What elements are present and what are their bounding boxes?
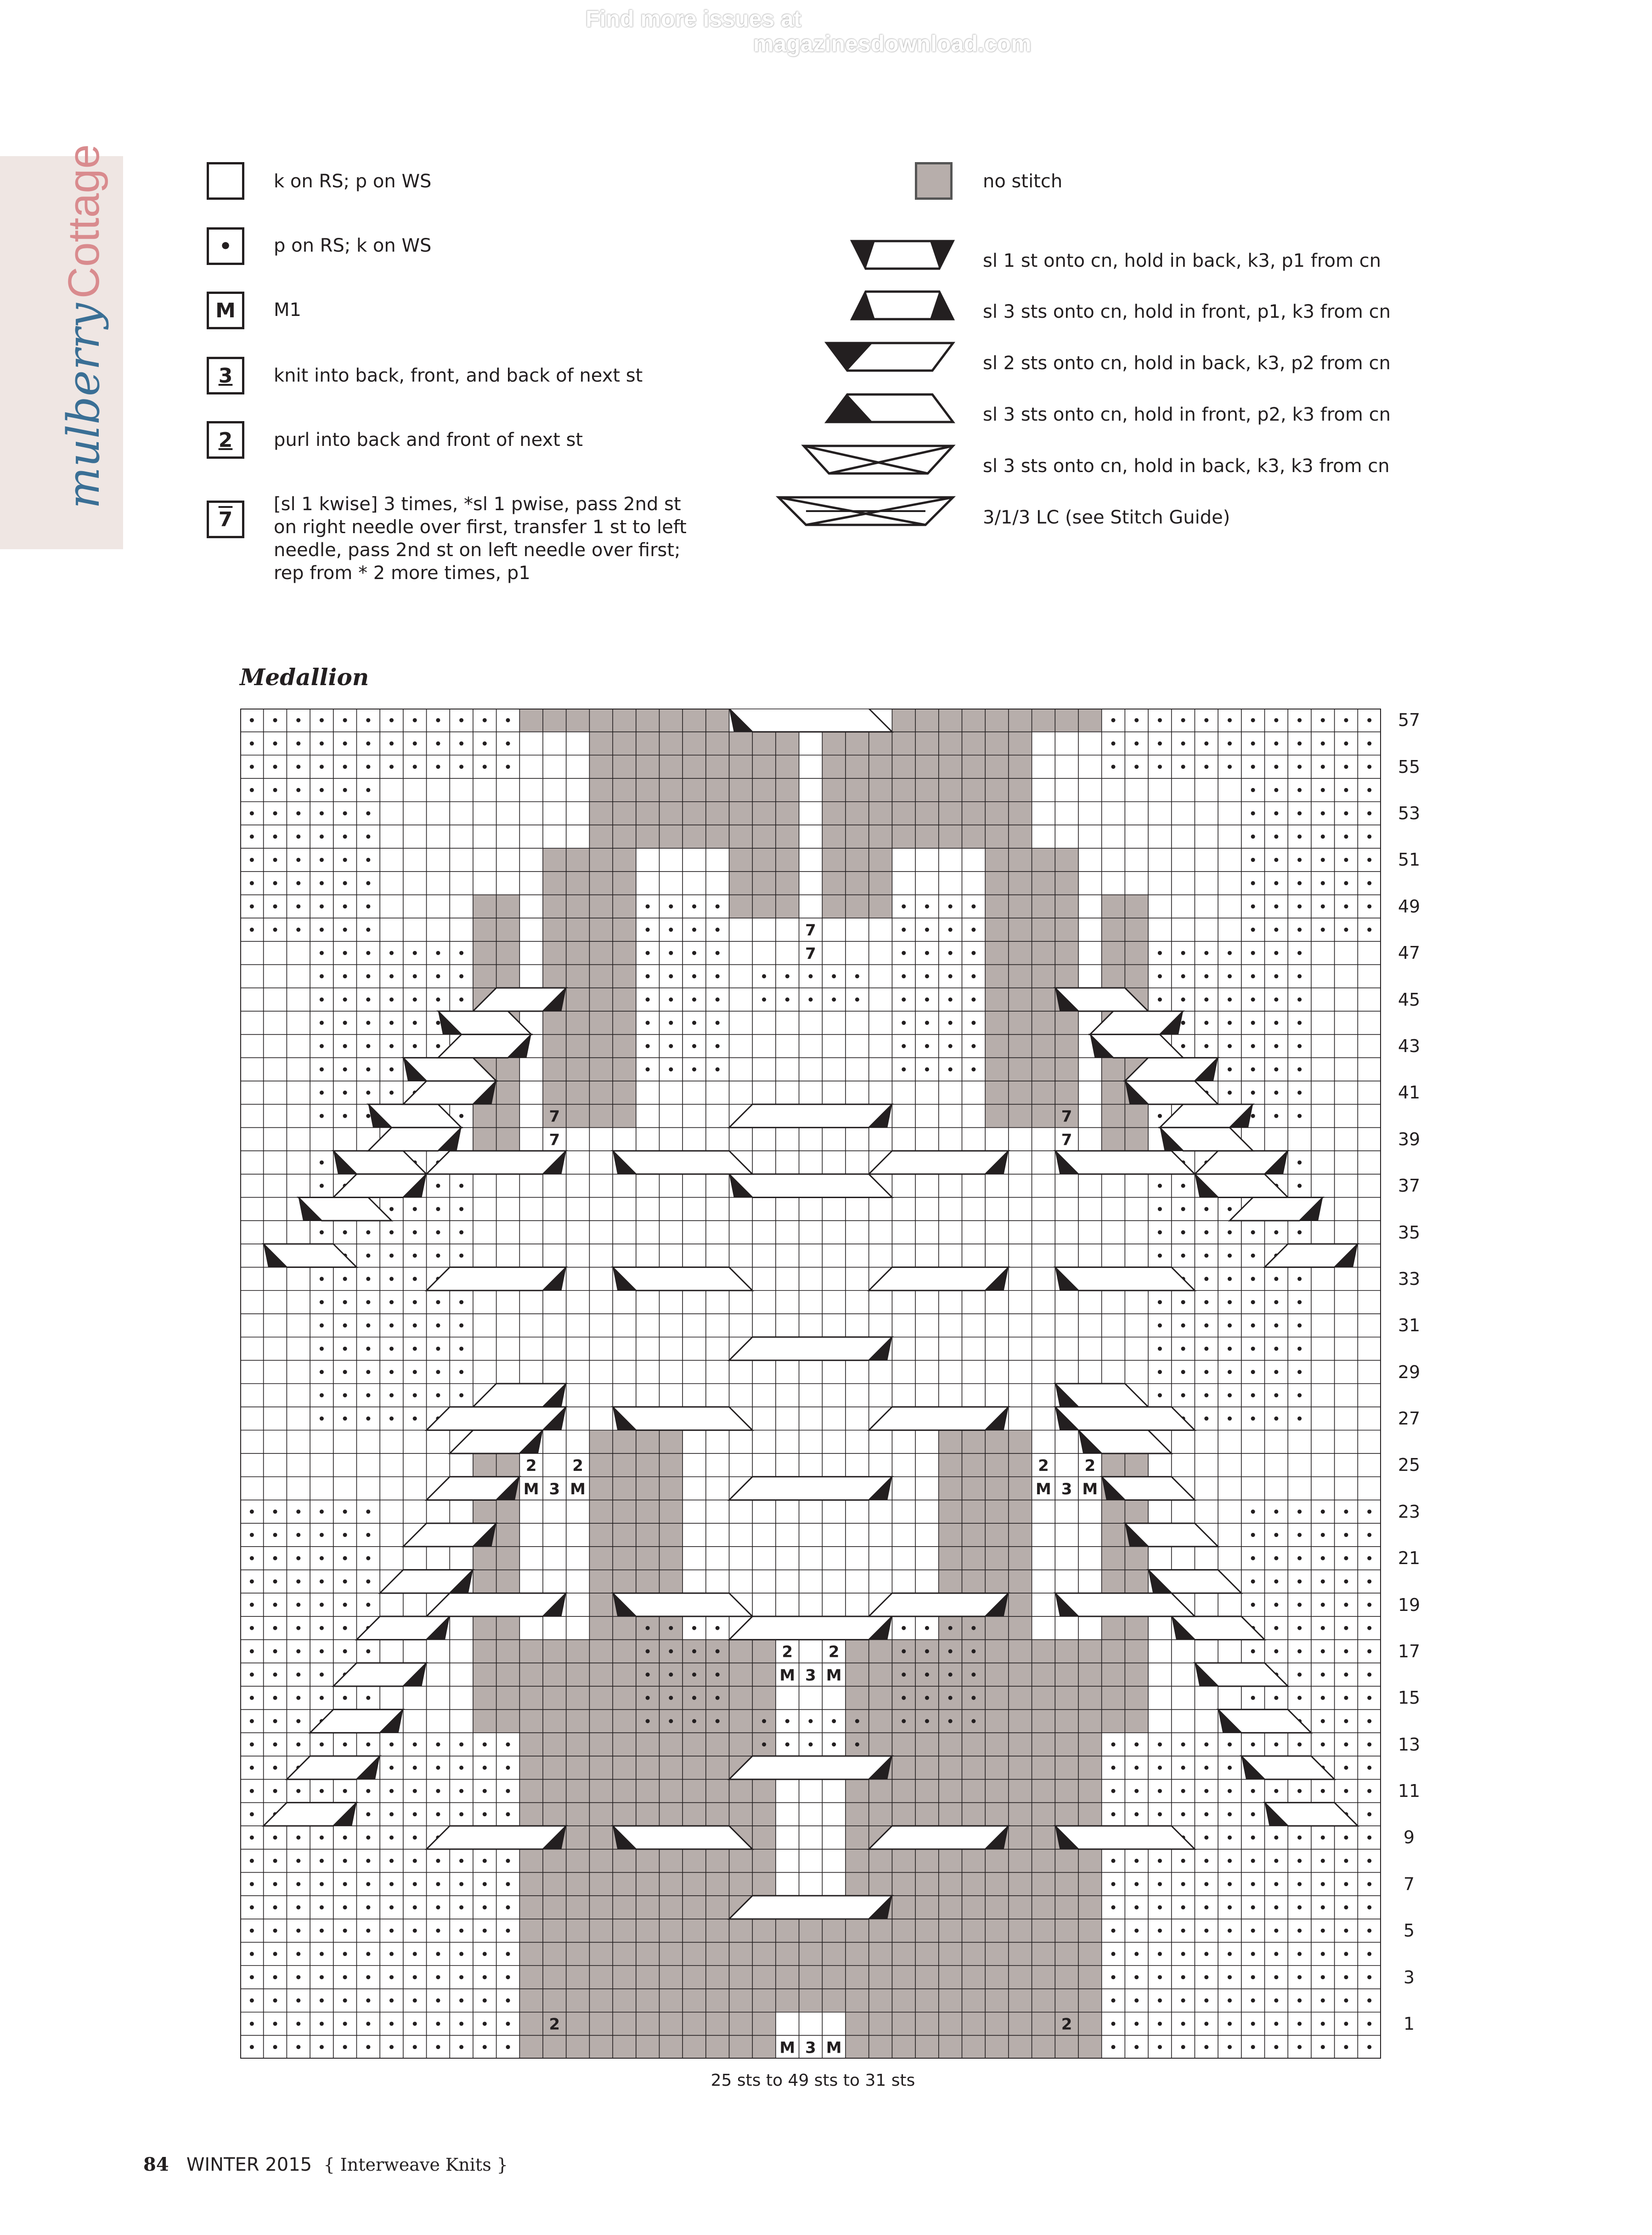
watermark [0, 0, 1652, 60]
legend-text-m1: M1 [274, 299, 301, 321]
row-number: 15 [1398, 1688, 1421, 1708]
svg-text:3: 3 [805, 1666, 816, 1685]
purl-symbol-box [207, 227, 244, 265]
row-number: 31 [1398, 1315, 1421, 1336]
row-number: 41 [1398, 1082, 1421, 1103]
row-number: 23 [1398, 1501, 1421, 1522]
side-tab [0, 144, 123, 549]
svg-text:7: 7 [549, 1131, 560, 1149]
row-number: 1 [1403, 2013, 1415, 2034]
row-number: 7 [1403, 1874, 1415, 1894]
page-number: 84 [143, 2154, 169, 2175]
svg-text:M: M [1036, 1480, 1051, 1498]
row-number: 51 [1398, 850, 1421, 870]
section-brand [58, 144, 109, 509]
watermark-line-2: magazinesdownload.com [753, 31, 1032, 56]
legend-text-cable-1: sl 1 st onto cn, hold in back, k3, p1 from cn [983, 250, 1381, 271]
row-number: 11 [1398, 1781, 1421, 1802]
pfb-icon: 2 [218, 428, 233, 452]
cable-3-2-front-icon [822, 392, 958, 424]
chart-grid [240, 709, 1381, 2059]
m1-glyph: M [215, 298, 236, 322]
cable-3-3-back-icon [799, 444, 958, 476]
svg-text:M: M [1082, 1480, 1098, 1498]
legend-text-cable-6: 3/1/3 LC (see Stitch Guide) [983, 507, 1230, 528]
row-number: 43 [1398, 1036, 1421, 1056]
svg-text:2: 2 [1038, 1457, 1049, 1475]
svg-text:2: 2 [1084, 1457, 1096, 1475]
row-number: 47 [1398, 943, 1421, 963]
row-number: 33 [1398, 1268, 1421, 1289]
row-number: 49 [1398, 896, 1421, 917]
svg-text:M: M [779, 1666, 795, 1685]
svg-text:M: M [523, 1480, 539, 1498]
row-number: 9 [1403, 1827, 1415, 1848]
row-number: 25 [1398, 1455, 1421, 1475]
purl-dot-icon: • [219, 234, 232, 258]
row-number: 3 [1403, 1967, 1415, 1987]
kfbf-icon: 3 [218, 364, 233, 388]
cable-313-lc-icon [774, 495, 958, 527]
legend-text-kfbf: knit into back, front, and back of next st [274, 365, 643, 386]
row-number: 21 [1398, 1548, 1421, 1569]
legend-text-cable-5: sl 3 sts onto cn, hold in back, k3, k3 from cn [983, 456, 1390, 477]
knit-symbol-box [207, 162, 244, 200]
svg-text:7: 7 [1061, 1131, 1072, 1149]
decrease-icon: 7 [218, 507, 233, 531]
svg-text:M: M [570, 1480, 586, 1498]
svg-text:3: 3 [805, 2038, 816, 2057]
svg-text:2: 2 [1061, 2015, 1072, 2034]
svg-text:7: 7 [805, 944, 816, 963]
row-number: 27 [1398, 1408, 1421, 1429]
svg-text:2: 2 [549, 2015, 560, 2034]
svg-text:2: 2 [525, 1457, 537, 1475]
watermark-line-1: Find more issues at [586, 6, 801, 32]
chart-title: Medallion [240, 664, 369, 691]
row-number: 29 [1398, 1362, 1421, 1382]
row-number: 45 [1398, 989, 1421, 1010]
row-number: 17 [1398, 1641, 1421, 1661]
legend-text-cable-3: sl 2 sts onto cn, hold in back, k3, p2 from cn [983, 353, 1391, 374]
issue-label: WINTER 2015 [186, 2154, 312, 2175]
legend-text-decrease: [sl 1 kwise] 3 times, *sl 1 pwise, pass 2nd st on right needle over first, transfer 1 st to left needle, pass 2nd st on left needle over first; rep from * 2 more times, p1 [274, 494, 687, 584]
legend-text-no-stitch: no stitch [983, 171, 1063, 192]
grid-lines [240, 709, 1381, 2059]
legend-text-cable-2: sl 3 sts onto cn, hold in front, p1, k3 from cn [983, 301, 1391, 322]
cable-2-back-icon [822, 341, 958, 373]
medallion-chart [240, 709, 1421, 2059]
row-number: 57 [1398, 710, 1421, 731]
svg-text:M: M [826, 1666, 842, 1685]
row-number: 35 [1398, 1222, 1421, 1243]
row-number: 5 [1403, 1920, 1415, 1941]
row-number: 19 [1398, 1594, 1421, 1615]
row-number: 13 [1398, 1734, 1421, 1755]
m1-symbol-box [207, 292, 244, 329]
magazine-name: { Interweave Knits } [323, 2155, 508, 2175]
svg-text:2: 2 [828, 1643, 840, 1661]
pfb-symbol-box [207, 421, 244, 459]
svg-text:2: 2 [782, 1643, 793, 1661]
row-number: 53 [1398, 803, 1421, 824]
svg-text:7: 7 [549, 1107, 560, 1126]
brand-plain: Cottage [59, 144, 108, 299]
no-stitch-box [915, 162, 953, 200]
svg-text:7: 7 [1061, 1107, 1072, 1126]
svg-text:3: 3 [549, 1480, 560, 1498]
brand-script: mulberry [58, 303, 109, 509]
row-number: 55 [1398, 756, 1421, 777]
svg-text:2: 2 [572, 1457, 583, 1475]
legend-text-purl: p on RS; k on WS [274, 235, 432, 256]
legend-text-cable-4: sl 3 sts onto cn, hold in front, p2, k3 from cn [983, 404, 1391, 425]
svg-text:M: M [779, 2038, 795, 2057]
legend-text-pfb: purl into back and front of next st [274, 429, 583, 450]
cable-1-1-back-icon [847, 239, 958, 271]
svg-text:3: 3 [1061, 1480, 1072, 1498]
cable-3-1-front-icon [847, 289, 958, 321]
page-folio [143, 2154, 508, 2175]
chart-stitch-count: 25 sts to 49 sts to 31 sts [710, 2071, 915, 2090]
svg-text:7: 7 [805, 921, 816, 940]
legend-text-knit: k on RS; p on WS [274, 171, 432, 192]
svg-text:M: M [826, 2038, 842, 2057]
row-number: 39 [1398, 1129, 1421, 1149]
row-number: 37 [1398, 1176, 1421, 1196]
dec-symbol-box [207, 501, 244, 538]
kfbf-symbol-box [207, 357, 244, 394]
